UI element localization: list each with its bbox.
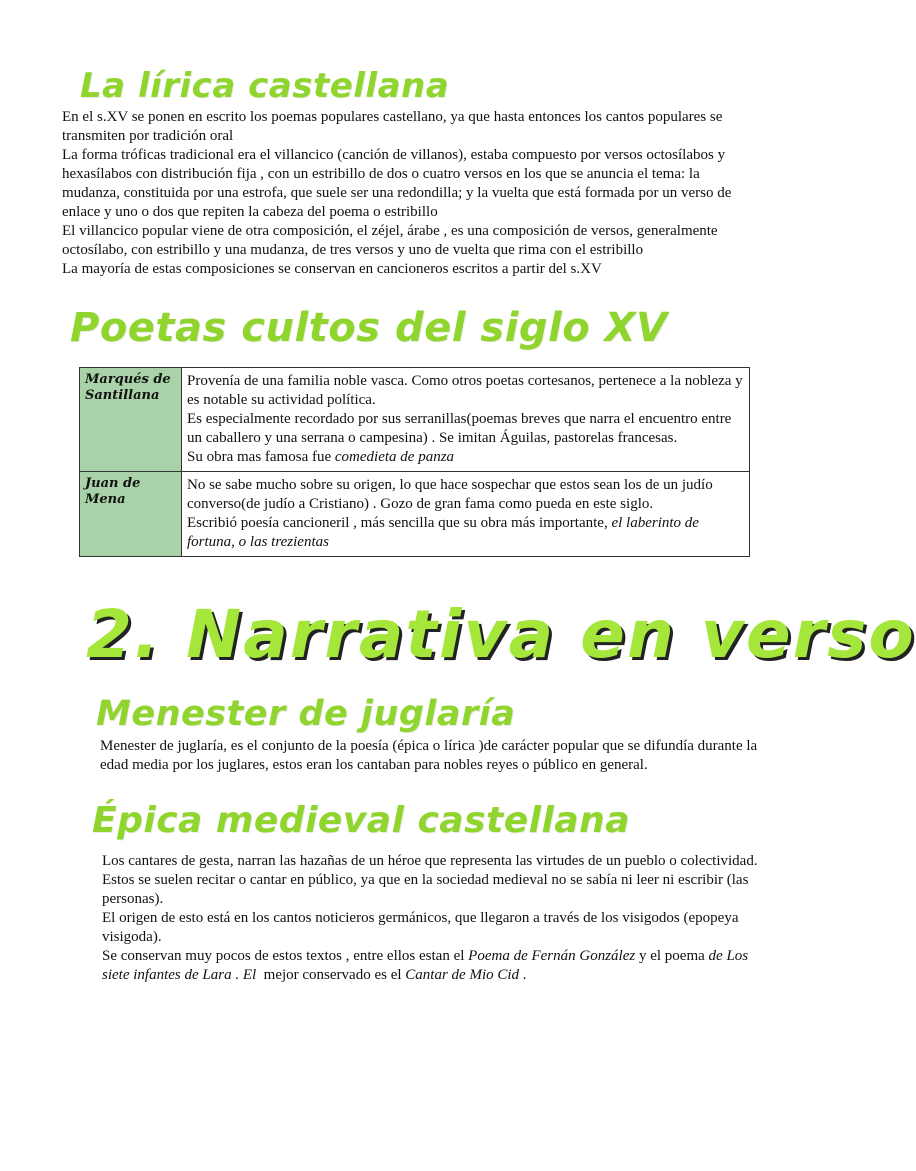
heading-epica-medieval: Épica medieval castellana (92, 800, 631, 841)
poet-description (182, 472, 750, 557)
epica-text-run: Se conservan muy pocos de estos textos , entre ellos estan el (102, 948, 469, 964)
intro-paragraph: En el s.XV se ponen en escrito los poemas populares castellano, ya que hasta entonces los cantos populares se transmiten por tradición oral (62, 109, 723, 144)
poet-line (187, 514, 744, 552)
epica-paragraph: El origen de esto está en los cantos noticieros germánicos, que llegaron a través de los visigodos (epopeya visigoda). (102, 910, 739, 945)
heading-poetas-cultos: Poetas cultos del siglo XV (70, 305, 668, 351)
poet-description (182, 368, 750, 472)
heading-menester-juglaria: Menester de juglaría (96, 694, 516, 734)
poet-line-text: Su obra mas famosa fue (187, 449, 335, 465)
intro-paragraph: La mayoría de estas composiciones se conservan en cancioneros escritos a partir del s.XV (62, 261, 602, 277)
poet-line: Provenía de una familia noble vasca. Como otros poetas cortesanos, pertenece a la nobleza y es notable su actividad política. (187, 373, 743, 408)
juglaria-text: Menester de juglaría, es el conjunto de la poesía (épica o lírica )de carácter popular que se difundía durante la edad media por los juglares, estos eran los cantaban para nobles reyes o público en general. (100, 738, 758, 773)
poet-line (187, 448, 744, 467)
intro-paragraph: El villancico popular viene de otra composición, el zéjel, árabe , es una composición de versos, generalmente octosílabo, con estribillo y una mudanza, de tres versos y uno de vuelta que rima con el estribillo (62, 223, 718, 258)
poet-work-title: comedieta de panza (334, 449, 455, 465)
poet-name: Marqués de Santillana (80, 368, 182, 472)
poet-work-title: el laberinto de fortuna, o las trezientas (187, 515, 699, 550)
epica-text-run: mejor conservado es el (256, 967, 406, 983)
epica-text-run: . (519, 967, 527, 983)
poet-line: Es especialmente recordado por sus serranillas(poemas breves que narra el encuentro entre un caballero y una serrana o campesina) . Se imitan Águilas, pastorelas francesas. (187, 411, 732, 446)
work-title: de Los siete infantes de Lara . El (102, 948, 749, 983)
table-row (80, 368, 750, 472)
intro-text (62, 108, 752, 279)
intro-paragraph: La forma tróficas tradicional era el villancico (canción de villanos), estaba compuesto por versos octosílabos y hexasílabos con distribución fija , con un estribillo de dos o cuatro versos en los que se anuncia el tema: la mudanza, constituida por una estrofa, que suele ser una redondilla; y la vuelta que está formada por un verso de enlace y uno o dos que repiten la cabeza del poema o estribillo (62, 147, 732, 220)
epica-paragraph: Los cantares de gesta, narran las hazañas de un héroe que representa las virtudes de un pueblo o colectividad. Estos se suelen recitar o cantar en público, ya que en la sociedad medieval no se sabía ni leer ni escribir (las personas). (102, 853, 758, 907)
poet-line: No se sabe mucho sobre su origen, lo que hace sospechar que estos sean los de un judío converso(de judío a Cristiano) . Gozo de gran fama como pueda en este siglo. (187, 477, 713, 512)
epica-text (102, 852, 772, 985)
poet-name: Juan de Mena (80, 472, 182, 557)
poet-line-text: Escribió poesía cancioneril , más sencilla que su obra más importante, (187, 515, 612, 531)
heading-lirica-castellana: La lírica castellana (80, 66, 450, 106)
work-title: Poema de Fernán González (468, 948, 636, 964)
epica-paragraph (102, 947, 772, 985)
poets-table (79, 367, 750, 557)
work-title: Cantar de Mio Cid (405, 967, 520, 983)
heading-narrativa-en-verso: 2. Narrativa en verso (86, 596, 916, 673)
epica-text-run: y el poema (635, 948, 709, 964)
table-row (80, 472, 750, 557)
